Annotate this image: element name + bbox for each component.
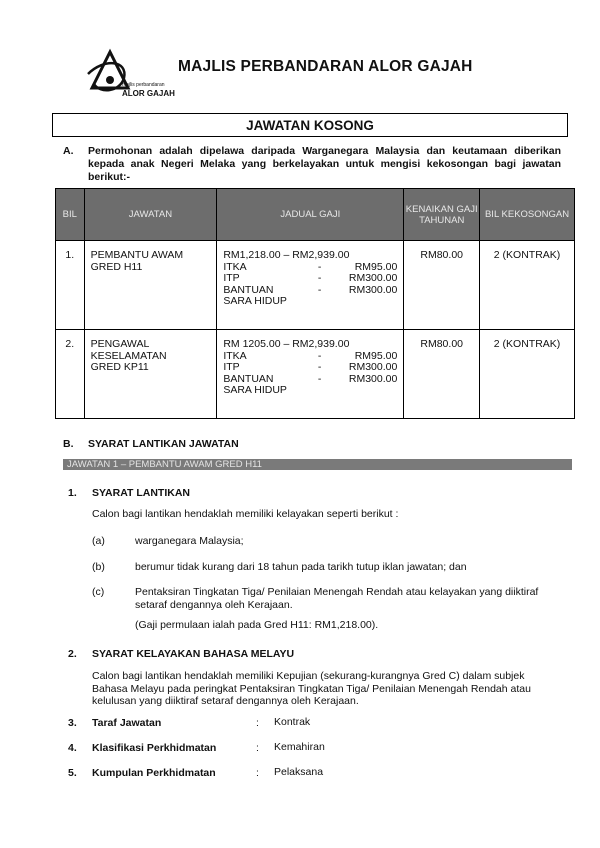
salary-range: RM 1205.00 – RM2,939.00: [223, 338, 350, 350]
row-kenaikan: RM80.00: [404, 330, 480, 419]
council-logo: [84, 44, 174, 104]
dash: -: [317, 372, 322, 385]
detail-label: Taraf Jawatan: [92, 717, 162, 729]
item-number: 2.: [68, 648, 77, 660]
row-kenaikan: RM80.00: [404, 241, 480, 330]
detail-value: Kemahiran: [274, 741, 325, 753]
dash: -: [317, 260, 322, 273]
itka-amount: RM95.00: [354, 260, 398, 273]
item-number: 3.: [68, 717, 77, 729]
item1-intro: Calon bagi lantikan hendaklah memiliki kelayakan seperti berikut :: [92, 508, 399, 520]
logo-small-text: majlis perbandaran: [122, 82, 165, 88]
bantuan-label: BANTUAN: [223, 283, 274, 296]
header-kekosongan: BIL KEKOSONGAN: [480, 189, 575, 241]
item-title: SYARAT LANTIKAN: [92, 487, 191, 499]
jawatan-line: GRED H11: [90, 260, 143, 273]
itp-amount: RM300.00: [348, 361, 398, 373]
detail-value: Pelaksana: [274, 766, 324, 778]
sara-label: SARA HIDUP: [223, 384, 287, 396]
vacancy-table: [55, 188, 575, 419]
page-title: JAWATAN KOSONG: [52, 113, 568, 137]
detail-colon: :: [256, 717, 259, 729]
point-text: Pentaksiran Tingkatan Tiga/ Penilaian Menengah Rendah atau kelayakan yang diiktiraf setaraf dengannya oleh Kerajaan.: [135, 586, 539, 611]
detail-colon: :: [256, 767, 259, 779]
point-text: berumur tidak kurang dari 18 tahun pada tarikh tutup iklan jawatan; dan: [135, 561, 467, 573]
itp-label: ITP: [223, 272, 240, 284]
row-jawatan: [84, 330, 217, 419]
jawatan-line: GRED KP11: [90, 361, 149, 373]
detail-value: Kontrak: [274, 716, 311, 728]
itp-label: ITP: [223, 361, 240, 373]
bantuan-amount: RM300.00: [348, 372, 398, 385]
header-bil: BIL: [56, 189, 85, 241]
item2-text: Calon bagi lantikan hendaklah memiliki Kepujian (sekurang-kurangnya Gred C) dalam subjek Bahasa Melayu pada peringkat Pentaksiran Tingkatan Tiga/ Penilaian Menengah Rendah atau kelulusan yang diiktiraf setaraf dengannya oleh Kerajaan.: [92, 670, 531, 707]
section-a-intro: Permohonan adalah dipelawa daripada Warganegara Malaysia dan keutamaan diberikan kepada anak Negeri Melaka yang berkelayakan untuk mengisi kekosongan bagi jawatan berikut:-: [88, 145, 561, 183]
table-row: [56, 330, 575, 419]
row-jawatan: [84, 241, 217, 330]
row-kekosongan: 2 (KONTRAK): [480, 241, 575, 330]
row-kekosongan: 2 (KONTRAK): [480, 330, 575, 419]
point-mark: (a): [92, 535, 105, 547]
itp-amount: RM300.00: [348, 272, 398, 284]
item-title: SYARAT KELAYAKAN BAHASA MELAYU: [92, 648, 295, 660]
bantuan-amount: RM300.00: [348, 283, 398, 296]
item-number: 4.: [68, 742, 77, 754]
jawatan-line: PENGAWAL: [90, 338, 150, 350]
dash: -: [317, 361, 322, 373]
dash: -: [317, 349, 322, 362]
itka-amount: RM95.00: [354, 349, 398, 362]
detail-label: Klasifikasi Perkhidmatan: [92, 742, 217, 754]
section-a-letter: A.: [63, 145, 74, 157]
dash: -: [317, 283, 322, 296]
item-number: 5.: [68, 767, 77, 779]
jawatan-line: PEMBANTU AWAM: [90, 249, 184, 261]
section-b-title: SYARAT LANTIKAN JAWATAN: [88, 438, 239, 450]
item-number: 1.: [68, 487, 77, 499]
row-gaji: [217, 241, 404, 330]
row-bil: 2.: [56, 330, 85, 419]
header-jawatan: JAWATAN: [84, 189, 217, 241]
bantuan-label: BANTUAN: [223, 372, 274, 385]
point-mark: (b): [92, 561, 105, 573]
detail-colon: :: [256, 742, 259, 754]
header-kenaikan: KENAIKAN GAJI TAHUNAN: [404, 189, 480, 241]
section-b-letter: B.: [63, 438, 74, 450]
dash: -: [317, 272, 322, 284]
position-band: JAWATAN 1 – PEMBANTU AWAM GRED H11: [63, 459, 572, 470]
organization-name: MAJLIS PERBANDARAN ALOR GAJAH: [178, 58, 473, 75]
point-mark: (c): [92, 586, 105, 598]
salary-range: RM1,218.00 – RM2,939.00: [223, 249, 350, 261]
itka-label: ITKA: [223, 349, 247, 362]
point-text: warganegara Malaysia;: [135, 535, 244, 547]
logo-text: ALOR GAJAH: [122, 89, 175, 98]
row-gaji: [217, 330, 404, 419]
sara-label: SARA HIDUP: [223, 295, 287, 307]
itka-label: ITKA: [223, 260, 247, 273]
table-row: [56, 241, 575, 330]
row-bil: 1.: [56, 241, 85, 330]
detail-label: Kumpulan Perkhidmatan: [92, 767, 216, 779]
jawatan-line: KESELAMATAN: [90, 349, 167, 362]
header-jadual-gaji: JADUAL GAJI: [217, 189, 404, 241]
starting-salary-note: (Gaji permulaan ialah pada Gred H11: RM1,218.00).: [135, 619, 379, 631]
